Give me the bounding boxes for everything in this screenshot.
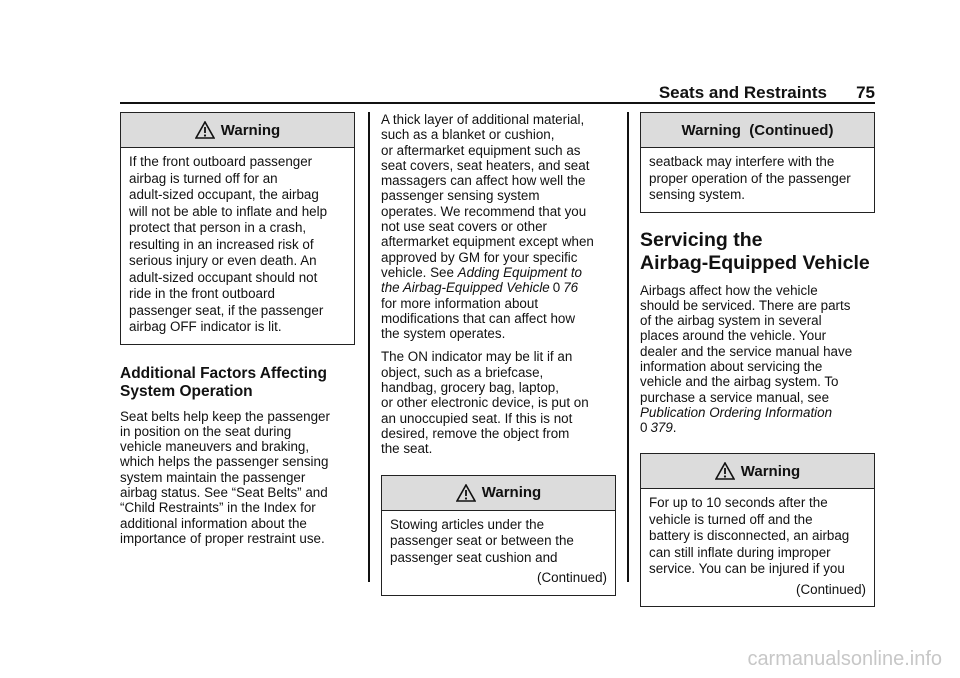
warning-line: Stowing articles under the [390,516,545,532]
warning-title: Warning [220,121,281,139]
text-line: the seat. [381,441,433,457]
text-line: additional information about the [120,515,307,531]
text-line: massagers can affect how well the [381,173,586,189]
text-line: vehicle maneuvers and braking, [120,439,310,455]
text-line: modifications that can affect how [381,310,576,326]
warning-line: proper operation of the passenger [649,170,851,186]
text-line: system maintain the passenger [120,469,306,485]
warning-line: sensing system. [649,187,746,202]
text-line: or other electronic device, is put on [381,395,589,411]
warning-line: vehicle is turned off and the [649,511,813,527]
text-line: vehicle and the airbag system. To [640,374,839,390]
warning-header [382,476,615,511]
column-1 [120,112,355,554]
text-line: passenger sensing system [381,188,540,204]
text-line: handbag, grocery bag, laptop, [381,380,559,396]
heading-line: Servicing the [640,228,763,251]
continued-label: (Continued) [796,581,866,597]
warning-body [641,148,874,212]
subheading-line: System Operation [120,382,253,400]
text-line: in position on the seat during [120,423,292,439]
warning-line: can still inflate during improper [649,544,831,560]
watermark: carmanualsonline.info [747,648,942,670]
warning-line: airbag is turned off for an [129,170,278,186]
subheading [120,365,355,401]
text-line: not use seat covers or other [381,219,547,235]
text-line [381,265,616,280]
warning-line: If the front outboard passenger [129,154,313,169]
text-line: importance of proper restraint use. [120,530,325,546]
warning-icon [195,121,215,139]
text-line: desired, remove the object from [381,425,570,441]
text-run: . [672,420,677,436]
text-line: aftermarket equipment except when [381,234,594,250]
column-divider [627,112,629,582]
warning-line: adult-sized occupant, the airbag [129,187,319,202]
text-line: or aftermarket equipment such as [381,142,581,158]
column-3 [640,112,875,623]
warning-line: seatback may interfere with the [649,154,835,169]
subheading-line: Additional Factors Affecting [120,364,327,382]
paragraph [640,283,875,436]
page-reference[interactable]: 76 [563,280,579,296]
cross-reference-link[interactable]: Adding Equipment to [457,264,582,280]
continued-label: (Continued) [537,570,607,586]
text-line: Airbags affect how the vehicle [640,282,818,298]
text-line: information about servicing the [640,358,823,374]
warning-body [121,148,354,344]
page-reference-icon: 0 [640,420,648,436]
text-line: “Child Restraints” in the Index for [120,500,316,516]
text-line: an unoccupied seat. If this is not [381,410,573,426]
section-title: Seats and Restraints [658,83,827,102]
text-line: for more information about [381,295,539,311]
page-header [120,82,875,102]
column-divider [368,112,370,582]
text-line: purchase a service manual, see [640,389,830,405]
section-heading [640,229,875,275]
warning-title: Warning [740,462,801,480]
warning-line: passenger seat cushion and [390,549,558,565]
text-line: which helps the passenger sensing [120,454,329,470]
text-line: operates. We recommend that you [381,203,587,219]
text-line: the system operates. [381,326,506,342]
text-line: of the airbag system in several [640,313,822,329]
warning-line: battery is disconnected, an airbag [649,528,850,544]
warning-icon [715,462,735,480]
paragraph [381,112,616,341]
paragraph [381,349,616,456]
warning-box [381,475,616,596]
header-rule [120,102,875,104]
page-reference-icon: 0 [552,280,561,296]
warning-line: passenger seat, if the passenger [129,302,324,318]
warning-line: protect that person in a crash, [129,220,307,235]
page-reference[interactable]: 379 [650,420,673,436]
text-line [381,280,616,295]
text-line: places around the vehicle. Your [640,328,827,344]
warning-line: airbag OFF indicator is lit. [129,319,282,334]
warning-box [120,112,355,345]
paragraph [120,409,355,547]
text-line: The ON indicator may be lit if an [381,349,573,365]
warning-header [121,113,354,148]
warning-body [641,489,874,606]
warning-header [641,454,874,489]
text-line: dealer and the service manual have [640,343,853,359]
column-2 [381,112,616,612]
warning-line: passenger seat or between the [390,533,574,549]
warning-box-continued [640,112,875,213]
text-line [640,405,875,420]
warning-header [641,113,874,148]
page-number: 75 [856,83,875,102]
text-line: seat covers, seat heaters, and seat [381,157,590,173]
text-line: should be serviced. There are parts [640,297,851,313]
warning-body [382,511,615,595]
cross-reference-link[interactable]: the Airbag-Equipped Vehicle [381,280,550,296]
text-line: such as a blanket or cushion, [381,127,555,143]
warning-icon [456,484,476,502]
warning-line: service. You can be injured if you [649,561,845,577]
cross-reference-link[interactable]: Publication Ordering Information [640,404,833,420]
warning-box [640,453,875,607]
text-line: A thick layer of additional material, [381,112,585,127]
warning-title: Warning [481,484,542,502]
text-run: vehicle. See [381,264,458,280]
warning-line: resulting in an increased risk of [129,236,314,252]
text-line [640,420,875,435]
warning-line: For up to 10 seconds after the [649,495,828,511]
warning-line: will not be able to inflate and help [129,203,328,219]
text-line: airbag status. See “Seat Belts” and [120,484,328,500]
warning-line: ride in the front outboard [129,286,275,301]
text-line: Seat belts help keep the passenger [120,408,330,424]
warning-title: Warning (Continued) [681,121,834,139]
warning-line: serious injury or even death. An [129,253,317,268]
warning-line: adult-sized occupant should not [129,269,318,285]
text-line: approved by GM for your specific [381,249,578,265]
text-line: object, such as a briefcase, [381,364,544,380]
heading-line: Airbag-Equipped Vehicle [640,251,870,274]
